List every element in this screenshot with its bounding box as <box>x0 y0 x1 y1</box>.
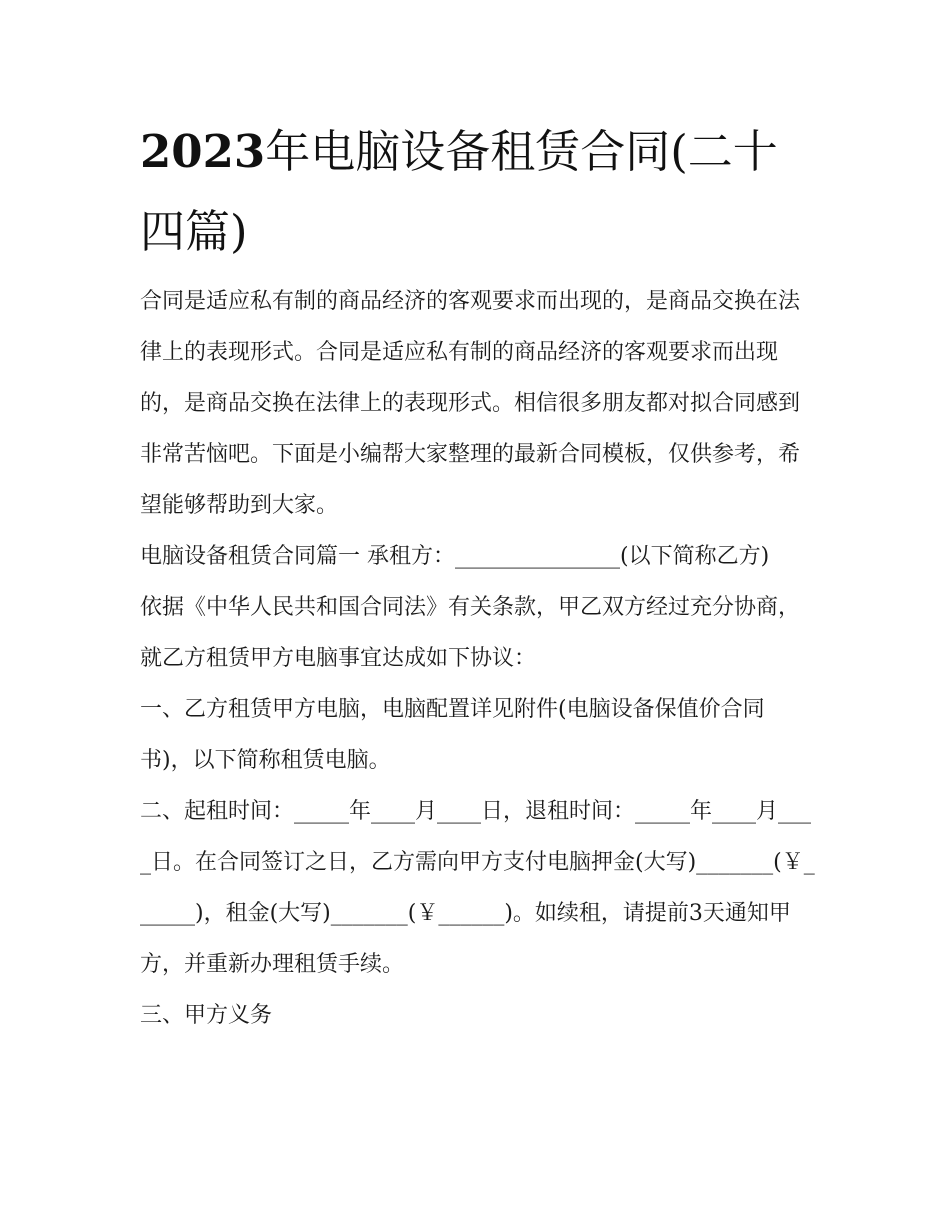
document-body <box>140 276 815 1041</box>
document-title <box>140 112 820 272</box>
clause-3-heading: 三、甲方义务 <box>140 1003 273 1028</box>
clause-1: 一、乙方租赁甲方电脑，电脑配置详见附件(电脑设备保值价合同书)，以下简称租赁电脑。 <box>140 697 765 773</box>
title-year: 2023 <box>140 125 266 178</box>
title-text: 年电脑设备租赁合同(二十四篇) <box>140 125 778 258</box>
intro-paragraph: 合同是适应私有制的商品经济的客观要求而出现的，是商品交换在法律上的表现形式。合同是适应私有制的商品经济的客观要求而出现的，是商品交换在法律上的表现形式。相信很多朋友都对拟合同感到非常苦恼吧。下面是小编帮大家整理的最新合同模板，仅供参考，希望能够帮助到大家。 <box>140 289 801 518</box>
clause-2: 二、起租时间：_____年____月____日，退租时间：_____年____月____日。在合同签订之日，乙方需向甲方支付电脑押金(大写)_______(￥______)，租金(大写)_______(￥______)。如续租，请提前3天通知甲方，并重新办理租赁手续。 <box>140 799 815 977</box>
lessee-paragraph: 电脑设备租赁合同篇一 承租方：_______________(以下简称乙方) <box>140 544 770 569</box>
basis-paragraph: 依据《中华人民共和国合同法》有关条款，甲乙双方经过充分协商，就乙方租赁甲方电脑事宜达成如下协议： <box>140 595 801 671</box>
